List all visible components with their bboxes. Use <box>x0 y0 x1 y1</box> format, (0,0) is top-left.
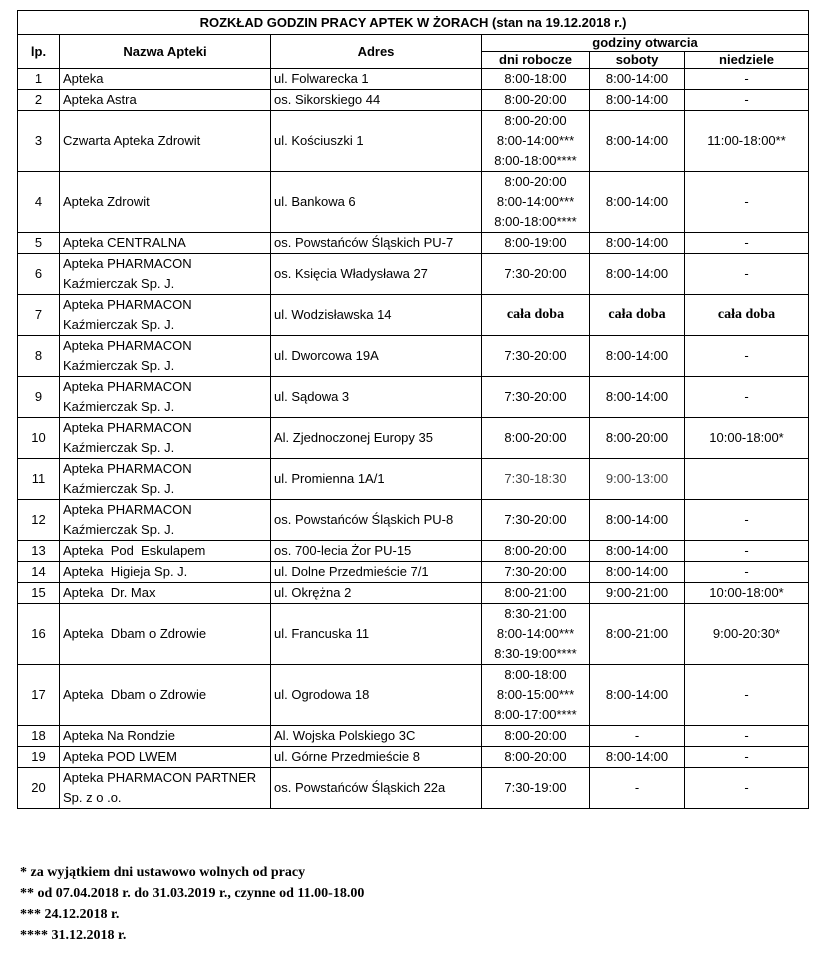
row-sunday-hours: - <box>685 254 809 295</box>
row-saturday-hours: 8:00-20:00 <box>590 418 685 459</box>
row-sunday-hours: cała doba <box>685 295 809 336</box>
row-sunday-hours: - <box>685 541 809 562</box>
weekday-hours-line: 8:00-14:00*** <box>496 194 575 209</box>
table-row <box>18 583 809 604</box>
row-pharmacy-name <box>60 562 271 583</box>
pharmacy-name-line: Apteka CENTRALNA <box>63 235 186 250</box>
row-lp: 6 <box>18 254 60 295</box>
row-pharmacy-name <box>60 295 271 336</box>
pharmacy-name-line: Apteka Zdrowit <box>63 194 150 209</box>
weekday-hours-line: 8:00-20:00 <box>504 749 567 764</box>
row-saturday-hours: 8:00-21:00 <box>590 604 685 665</box>
pharmacy-name-line: Apteka Dr. Max <box>63 585 156 600</box>
row-weekdays-hours <box>482 90 590 111</box>
row-pharmacy-name <box>60 459 271 500</box>
row-address: ul. Promienna 1A/1 <box>271 459 482 500</box>
pharmacy-name-line: Apteka POD LWEM <box>63 749 177 764</box>
table-row <box>18 541 809 562</box>
row-address: Al. Wojska Polskiego 3C <box>271 726 482 747</box>
weekday-hours-line: 7:30-20:00 <box>504 389 567 404</box>
schedule-table <box>17 10 809 809</box>
row-sunday-hours: - <box>685 726 809 747</box>
row-weekdays-hours <box>482 583 590 604</box>
row-sunday-hours: - <box>685 562 809 583</box>
table-row <box>18 377 809 418</box>
weekday-hours-line: 7:30-20:00 <box>504 564 567 579</box>
row-address: ul. Francuska 11 <box>271 604 482 665</box>
schedule-rows <box>18 69 809 809</box>
row-saturday-hours: 9:00-21:00 <box>590 583 685 604</box>
row-saturday-hours: 8:00-14:00 <box>590 69 685 90</box>
pharmacy-name-line: Kaźmierczak Sp. J. <box>63 358 175 373</box>
weekday-hours-line: 8:00-20:00 <box>504 543 567 558</box>
weekday-hours-line: 8:00-20:00 <box>504 113 567 128</box>
pharmacy-name-line: Apteka Astra <box>63 92 137 107</box>
header-hours-group: godziny otwarcia <box>482 35 809 52</box>
footnote-3: *** 24.12.2018 r. <box>20 907 120 922</box>
row-pharmacy-name <box>60 69 271 90</box>
row-saturday-hours: 8:00-14:00 <box>590 377 685 418</box>
row-address: os. Sikorskiego 44 <box>271 90 482 111</box>
row-lp: 12 <box>18 500 60 541</box>
row-pharmacy-name <box>60 233 271 254</box>
weekday-hours-line: 8:00-20:00 <box>504 174 567 189</box>
weekday-hours-line: 8:30-21:00 <box>504 606 567 621</box>
row-pharmacy-name <box>60 500 271 541</box>
row-sunday-hours: - <box>685 768 809 809</box>
row-pharmacy-name <box>60 747 271 768</box>
row-lp: 8 <box>18 336 60 377</box>
row-sunday-hours: - <box>685 69 809 90</box>
row-lp: 10 <box>18 418 60 459</box>
row-address: ul. Folwarecka 1 <box>271 69 482 90</box>
row-address: ul. Okrężna 2 <box>271 583 482 604</box>
table-row <box>18 233 809 254</box>
pharmacy-name-line: Apteka Higieja Sp. J. <box>63 564 188 579</box>
pharmacy-name-line: Kaźmierczak Sp. J. <box>63 481 175 496</box>
row-sunday-hours: 11:00-18:00** <box>685 111 809 172</box>
table-row <box>18 69 809 90</box>
table-row <box>18 111 809 172</box>
row-lp: 16 <box>18 604 60 665</box>
row-address: os. Powstańców Śląskich 22a <box>271 768 482 809</box>
row-pharmacy-name <box>60 541 271 562</box>
pharmacy-name-line: Kaźmierczak Sp. J. <box>63 276 175 291</box>
row-saturday-hours: 8:00-14:00 <box>590 665 685 726</box>
row-lp: 17 <box>18 665 60 726</box>
weekday-hours-line: 7:30-19:00 <box>504 780 567 795</box>
header-name: Nazwa Apteki <box>60 35 271 69</box>
weekday-hours-line: 8:00-18:00 <box>504 71 567 86</box>
table-row <box>18 747 809 768</box>
row-pharmacy-name <box>60 172 271 233</box>
row-saturday-hours: 8:00-14:00 <box>590 336 685 377</box>
footnote-4: **** 31.12.2018 r. <box>20 928 127 943</box>
pharmacy-name-line: Apteka PHARMACON <box>63 461 192 476</box>
pharmacy-name-line: Apteka <box>63 71 104 86</box>
weekday-hours-line: 8:00-20:00 <box>504 92 567 107</box>
row-saturday-hours: 8:00-14:00 <box>590 111 685 172</box>
table-row <box>18 336 809 377</box>
row-weekdays-hours <box>482 377 590 418</box>
row-weekdays-hours <box>482 459 590 500</box>
weekday-hours-line: 8:00-21:00 <box>504 585 567 600</box>
row-weekdays-hours <box>482 562 590 583</box>
weekday-hours-line: 8:00-19:00 <box>504 235 567 250</box>
row-address: ul. Dworcowa 19A <box>271 336 482 377</box>
row-lp: 14 <box>18 562 60 583</box>
row-saturday-hours: 9:00-13:00 <box>590 459 685 500</box>
row-address: os. 700-lecia Żor PU-15 <box>271 541 482 562</box>
row-lp: 11 <box>18 459 60 500</box>
row-sunday-hours: 10:00-18:00* <box>685 583 809 604</box>
row-saturday-hours: 8:00-14:00 <box>590 747 685 768</box>
weekday-hours-line: 8:00-15:00*** <box>496 687 575 702</box>
row-saturday-hours: 8:00-14:00 <box>590 254 685 295</box>
weekday-hours-line: 8:00-14:00*** <box>496 626 575 641</box>
row-pharmacy-name <box>60 768 271 809</box>
row-lp: 13 <box>18 541 60 562</box>
row-saturday-hours: 8:00-14:00 <box>590 500 685 541</box>
pharmacy-name-line: Apteka PHARMACON <box>63 297 192 312</box>
table-title: ROZKŁAD GODZIN PRACY APTEK W ŻORACH (stan na 19.12.2018 r.) <box>18 11 809 35</box>
row-weekdays-hours <box>482 747 590 768</box>
row-sunday-hours: 9:00-20:30* <box>685 604 809 665</box>
weekday-hours-line: 8:00-20:00 <box>504 728 567 743</box>
row-pharmacy-name <box>60 254 271 295</box>
row-weekdays-hours <box>482 336 590 377</box>
row-weekdays-hours <box>482 172 590 233</box>
pharmacy-name-line: Apteka Dbam o Zdrowie <box>63 687 207 702</box>
row-lp: 4 <box>18 172 60 233</box>
row-saturday-hours: 8:00-14:00 <box>590 233 685 254</box>
table-row <box>18 604 809 665</box>
row-saturday-hours: 8:00-14:00 <box>590 172 685 233</box>
row-sunday-hours: - <box>685 90 809 111</box>
table-row <box>18 172 809 233</box>
table-row <box>18 562 809 583</box>
row-weekdays-hours <box>482 418 590 459</box>
row-lp: 20 <box>18 768 60 809</box>
weekday-hours-line: 7:30-20:00 <box>504 348 567 363</box>
row-address: ul. Wodzisławska 14 <box>271 295 482 336</box>
pharmacy-name-line: Apteka PHARMACON <box>63 379 192 394</box>
row-weekdays-hours <box>482 295 590 336</box>
row-weekdays-hours <box>482 604 590 665</box>
weekday-hours-line: 7:30-18:30 <box>504 471 567 486</box>
row-sunday-hours: - <box>685 172 809 233</box>
weekday-hours-line: 8:00-14:00*** <box>496 133 575 148</box>
row-address: ul. Sądowa 3 <box>271 377 482 418</box>
row-sunday-hours: 10:00-18:00* <box>685 418 809 459</box>
pharmacy-name-line: Apteka Pod Eskulapem <box>63 543 206 558</box>
row-address: ul. Kościuszki 1 <box>271 111 482 172</box>
row-pharmacy-name <box>60 377 271 418</box>
table-row <box>18 90 809 111</box>
row-weekdays-hours <box>482 768 590 809</box>
row-pharmacy-name <box>60 111 271 172</box>
row-saturday-hours: 8:00-14:00 <box>590 541 685 562</box>
row-lp: 2 <box>18 90 60 111</box>
row-saturday-hours: - <box>590 768 685 809</box>
weekday-hours-line: 8:00-17:00**** <box>494 707 577 722</box>
footnote-2: ** od 07.04.2018 r. do 31.03.2019 r., czynne od 11.00-18.00 <box>20 886 365 901</box>
row-lp: 7 <box>18 295 60 336</box>
weekday-hours-line: 8:00-18:00**** <box>494 214 577 229</box>
pharmacy-name-line: Apteka Dbam o Zdrowie <box>63 626 207 641</box>
row-address: os. Powstańców Śląskich PU-8 <box>271 500 482 541</box>
weekday-hours-line: 8:00-18:00**** <box>494 153 577 168</box>
row-pharmacy-name <box>60 583 271 604</box>
pharmacy-name-line: Apteka PHARMACON <box>63 420 192 435</box>
row-address: os. Powstańców Śląskich PU-7 <box>271 233 482 254</box>
row-saturday-hours: 8:00-14:00 <box>590 90 685 111</box>
row-lp: 3 <box>18 111 60 172</box>
row-pharmacy-name <box>60 418 271 459</box>
row-sunday-hours: - <box>685 377 809 418</box>
row-weekdays-hours <box>482 541 590 562</box>
pharmacy-name-line: Kaźmierczak Sp. J. <box>63 522 175 537</box>
table-row <box>18 254 809 295</box>
row-sunday-hours: - <box>685 233 809 254</box>
pharmacy-name-line: Sp. z o .o. <box>63 790 122 805</box>
weekday-hours-line: 8:00-20:00 <box>504 430 567 445</box>
row-lp: 1 <box>18 69 60 90</box>
pharmacy-name-line: Apteka PHARMACON <box>63 338 192 353</box>
row-sunday-hours: - <box>685 336 809 377</box>
pharmacy-name-line: Kaźmierczak Sp. J. <box>63 317 175 332</box>
row-saturday-hours: - <box>590 726 685 747</box>
row-pharmacy-name <box>60 604 271 665</box>
row-address: ul. Górne Przedmieście 8 <box>271 747 482 768</box>
pharmacy-name-line: Apteka PHARMACON <box>63 256 192 271</box>
row-address: ul. Ogrodowa 18 <box>271 665 482 726</box>
pharmacy-schedule-document <box>17 10 808 809</box>
table-row <box>18 459 809 500</box>
row-lp: 9 <box>18 377 60 418</box>
row-lp: 15 <box>18 583 60 604</box>
row-pharmacy-name <box>60 90 271 111</box>
header-weekdays: dni robocze <box>482 52 590 69</box>
table-row <box>18 726 809 747</box>
header-saturdays: soboty <box>590 52 685 69</box>
row-sunday-hours: - <box>685 747 809 768</box>
row-pharmacy-name <box>60 665 271 726</box>
row-sunday-hours: - <box>685 665 809 726</box>
weekday-hours-line: 7:30-20:00 <box>504 266 567 281</box>
row-address: ul. Dolne Przedmieście 7/1 <box>271 562 482 583</box>
table-row <box>18 768 809 809</box>
row-weekdays-hours <box>482 233 590 254</box>
pharmacy-name-line: Apteka Na Rondzie <box>63 728 176 743</box>
row-weekdays-hours <box>482 726 590 747</box>
pharmacy-name-line: Apteka PHARMACON PARTNER <box>63 770 257 785</box>
weekday-hours-line: 8:00-18:00 <box>504 667 567 682</box>
pharmacy-name-line: Apteka PHARMACON <box>63 502 192 517</box>
weekday-hours-line: cała doba <box>506 307 565 322</box>
pharmacy-name-line: Kaźmierczak Sp. J. <box>63 399 175 414</box>
row-weekdays-hours <box>482 665 590 726</box>
row-weekdays-hours <box>482 254 590 295</box>
row-weekdays-hours <box>482 69 590 90</box>
row-lp: 18 <box>18 726 60 747</box>
row-sunday-hours <box>685 459 809 500</box>
pharmacy-name-line: Kaźmierczak Sp. J. <box>63 440 175 455</box>
table-row <box>18 295 809 336</box>
row-weekdays-hours <box>482 500 590 541</box>
header-lp: lp. <box>18 35 60 69</box>
row-weekdays-hours <box>482 111 590 172</box>
row-address: Al. Zjednoczonej Europy 35 <box>271 418 482 459</box>
header-address: Adres <box>271 35 482 69</box>
pharmacy-name-line: Czwarta Apteka Zdrowit <box>63 133 201 148</box>
row-saturday-hours: cała doba <box>590 295 685 336</box>
row-pharmacy-name <box>60 726 271 747</box>
weekday-hours-line: 8:30-19:00**** <box>494 646 577 661</box>
row-lp: 19 <box>18 747 60 768</box>
row-address: ul. Bankowa 6 <box>271 172 482 233</box>
footnote-1: * za wyjątkiem dni ustawowo wolnych od pracy <box>20 865 306 880</box>
row-sunday-hours: - <box>685 500 809 541</box>
row-saturday-hours: 8:00-14:00 <box>590 562 685 583</box>
footnotes <box>20 862 800 946</box>
table-row <box>18 418 809 459</box>
row-pharmacy-name <box>60 336 271 377</box>
table-row <box>18 500 809 541</box>
header-sundays: niedziele <box>685 52 809 69</box>
table-row <box>18 665 809 726</box>
weekday-hours-line: 7:30-20:00 <box>504 512 567 527</box>
row-address: os. Księcia Władysława 27 <box>271 254 482 295</box>
row-lp: 5 <box>18 233 60 254</box>
